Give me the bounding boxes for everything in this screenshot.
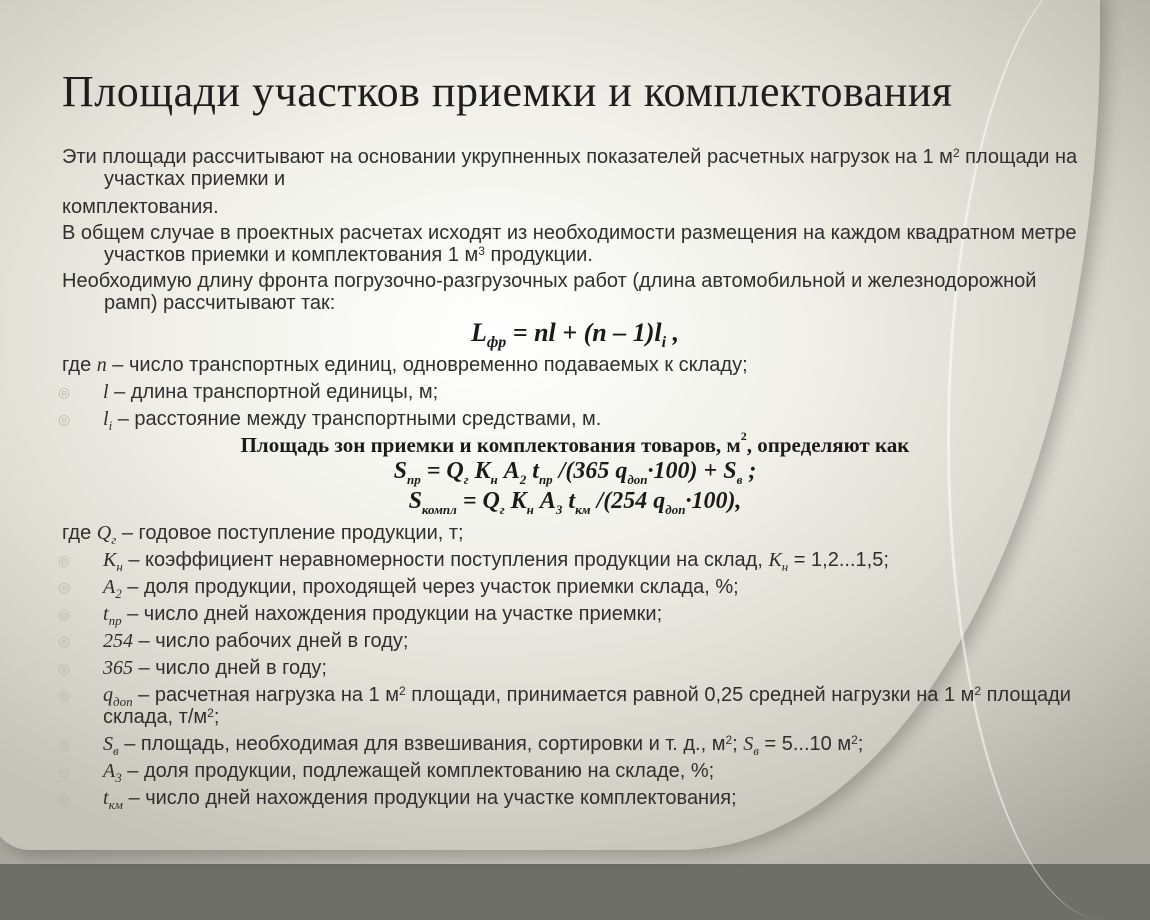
list-item-continuation: склада, $т/м^2$; bbox=[103, 706, 220, 728]
list-item: $t_{км}$ – число дней нахождения продукции на участке комплектования; bbox=[103, 787, 737, 812]
list-item: l – длина транспортной единицы, м; bbox=[103, 381, 439, 403]
bullet-icon: ◎ bbox=[58, 580, 71, 596]
where-n: где n – число транспортных единиц, одновременно подаваемых к складу; bbox=[62, 354, 748, 376]
bullet-icon: ◎ bbox=[58, 553, 71, 569]
bullet-icon: ◎ bbox=[58, 661, 71, 677]
bullet-icon: ◎ bbox=[58, 764, 71, 780]
paragraph-3: Необходимую длину фронта погрузочно-разгрузочных работ (длина автомобильной и железнодорожной рамп) рассчитывают так: bbox=[62, 270, 1037, 314]
formula-front-length: $L_{фр}$ = nl + $(n - 1)l_i$ , bbox=[470, 318, 680, 352]
bullet-icon: ◎ bbox=[58, 634, 71, 650]
paragraph-2: В общем случае в проектных расчетах исходят из необходимости размещения на каждом квадратном метре участков приемки и комплектования 1 $м^3$ продукции. bbox=[62, 222, 1077, 266]
list-item: $A_2$ – доля продукции, проходящей через участок приемки склада, %; bbox=[103, 576, 739, 601]
list-item: $t_{пр}$ – число дней нахождения продукции на участке приемки; bbox=[103, 603, 663, 628]
list-item: $A_3$ – доля продукции, подлежащей комплектованию на складе, %; bbox=[103, 760, 715, 785]
bullet-icon: ◎ bbox=[58, 737, 71, 753]
paragraph-1: Эти площади рассчитывают на основании укрупненных показателей расчетных нагрузок на 1 $м^2$ площади на участках приемки и bbox=[62, 146, 1078, 190]
formula-receiving-area: $S_{пр} = Q_г$ $K_н$ $A_2$ $t_{пр}$ /(365 $q_{доп}\cdot 100) + S_в$ ; bbox=[393, 458, 757, 487]
bullet-icon: ◎ bbox=[58, 791, 71, 807]
list-item: 365 – число дней в году; bbox=[103, 657, 327, 679]
bullet-icon: ◎ bbox=[58, 688, 71, 704]
bullet-icon: ◎ bbox=[58, 607, 71, 623]
list-item: $l_i$ – расстояние между транспортными средствами, м. bbox=[103, 408, 602, 433]
paragraph-1-end: комплектования. bbox=[62, 196, 219, 218]
list-item: $q_{доп}$ – расчетная нагрузка на 1 $м^2$ площади, принимается равной 0,25 средней нагрузки на 1 $м^2$ площади bbox=[103, 684, 1071, 709]
bullet-icon: ◎ bbox=[58, 385, 71, 401]
slide-title: Площади участков приемки и комплектования bbox=[62, 67, 953, 116]
formula-picking-area: $S_{компл} = Q_г$ $K_н$ $A_3$ $t_{км}$ /(254 $q_{доп}\cdot 100$), bbox=[408, 488, 742, 517]
list-item: $K_н$ – коэффициент неравномерности поступления продукции на склад, $K_н = 1,2...1,5$; bbox=[103, 549, 889, 574]
list-item: $S_в$ – площадь, необходимая для взвешивания, сортировки и т. д., $м^2$; $S_в = 5...10$ $м^2$; bbox=[103, 733, 864, 758]
where-q: где $Q_г$ – годовое поступление продукции, т; bbox=[62, 522, 464, 547]
area-heading: Площадь зон приемки и комплектования товаров, $м^2$, определяют как bbox=[240, 429, 910, 457]
bullet-icon: ◎ bbox=[58, 412, 71, 428]
list-item: 254 – число рабочих дней в году; bbox=[103, 630, 409, 652]
